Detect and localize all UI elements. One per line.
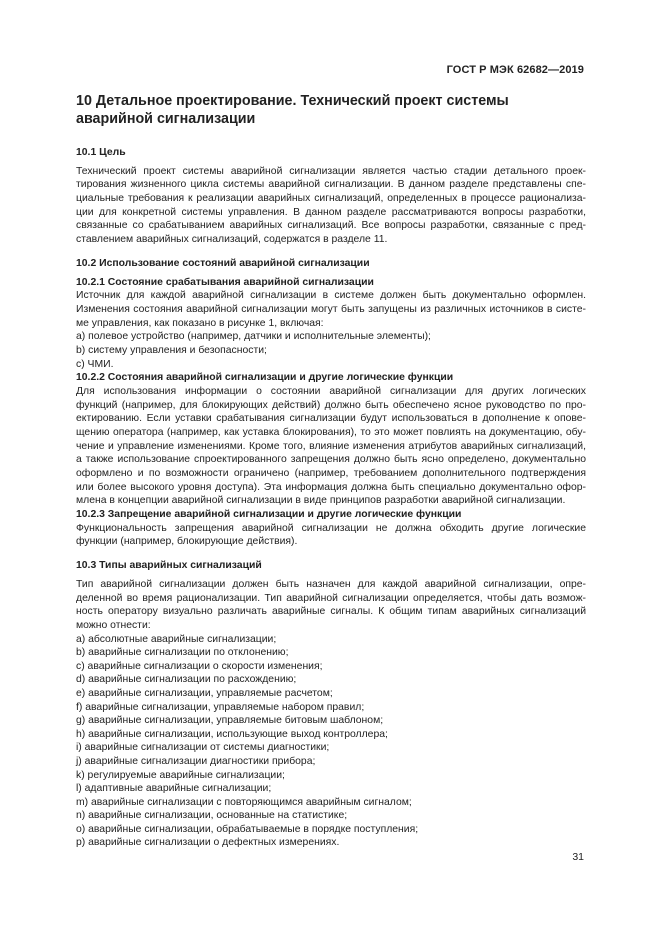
text-line: чение и управление изменениями. Кроме того, влияние изменения атрибутов аварийных сигнализаций, [76,440,586,452]
list-item: р) аварийные сигнализации о дефектных измерениях. [76,837,340,849]
list-item: о) аварийные сигнализации, обрабатываемые в порядке поступления; [76,823,419,835]
text-line: ектированию. Если уставки срабатывания сигнализации будут использоваться в дополнение к опове- [76,413,586,425]
text-line: Изменения состояния аварийной сигнализации могут быть запущены из различных источников в систе- [76,303,586,315]
subsection-10-2-2-title: 10.2.2 Состояния аварийной сигнализации и другие логические функции [76,372,454,384]
text-line: оформлено и по возможности ограничено (например, требованием дополнительного подтверждения [76,467,586,479]
subsection-10-3-body [76,578,586,633]
subsection-10-1-body [76,165,586,247]
list-item: f) аварийные сигнализации, управляемые набором правил; [76,701,365,713]
list-item: n) аварийные сигнализации, основанные на статистике; [76,810,348,822]
text-line: циальные требования к реализации аварийных сигнализаций, определенных в процессе рационализа- [76,193,586,205]
subsection-10-3-list [76,633,586,851]
list-item: b) аварийные сигнализации по отклонению; [76,647,289,659]
list-item: b) систему управления и безопасности; [76,344,267,356]
list-item: d) аварийные сигнализации по расхождению; [76,674,297,686]
subsection-10-3-title: 10.3 Типы аварийных сигнализаций [76,560,262,572]
text-line: ции для конкретной системы управления. В данном разделе рассматриваются вопросы разработки, [76,206,586,218]
text-line: тирования жизненного цикла системы аварийной сигнализации. В данном разделе представлены спе- [76,179,586,191]
text-line: можно отнести: [76,619,151,631]
subsection-10-2-2-body [76,385,586,508]
standard-designation: ГОСТ Р МЭК 62682—2019 [446,64,584,76]
subsection-10-2-1-title: 10.2.1 Состояние срабатывания аварийной сигнализации [76,276,374,288]
list-item: h) аварийные сигнализации, использующие выход контроллера; [76,728,388,740]
section-title: 10 Детальное проектирование. Технический проект системы аварийной сигнализации [76,93,509,127]
text-line: или более высокого уровня доступа). Эта информация должна быть специально документально офор- [76,481,586,493]
subsection-10-1-title: 10.1 Цель [76,147,126,158]
text-line: млена в концепции аварийной сигнализации в виде принципов разработки аварийной сигнализации. [76,495,566,507]
text-line: Источник для каждой аварийной сигнализации в системе должен быть документально оформлен. [76,290,586,302]
list-item: g) аварийные сигнализации, управляемые битовым шаблоном; [76,715,384,727]
text-line: Технический проект системы аварийной сигнализации является частью стадии детального проек- [76,165,586,177]
list-item: k) регулируемые аварийные сигнализации; [76,769,285,781]
text-line: функций (например, для блокирующих действий) должно быть обеспечено ясное руководство по про- [76,399,586,411]
subsection-10-2-1-body [76,289,586,330]
text-line: Функциональность запрещения аварийной сигнализации не должна обходить другие логические [76,522,586,534]
subsection-10-2-3-body [76,522,586,549]
text-line: деленной во время рационализации. Тип аварийной сигнализации определяется, чтобы дать возмож- [76,592,586,604]
subsection-10-2-1-list [76,330,586,371]
list-item: j) аварийные сигнализации диагностики прибора; [76,755,316,767]
list-item: с) аварийные сигнализации о скорости изменения; [76,660,323,672]
text-line: связанные со срабатыванием аварийных сигнализаций. Все вопросы разработки, связанные с пред- [76,220,586,232]
text-line: ность оператору визуально различать аварийные сигналы. К общим типам аварийных сигнализаций [76,606,586,618]
list-item: с) ЧМИ. [76,358,114,370]
text-line: Тип аварийной сигнализации должен быть назначен для каждой аварийной сигнализации, опре- [76,578,586,590]
list-item: l) адаптивные аварийные сигнализации; [76,783,272,795]
text-line: щению оператора (например, как уставка блокирования), то это может повлиять на документацию, обу- [76,426,586,438]
text-line: а также использование спроектированного запрещения должно быть ясно определено, документально [76,454,586,466]
list-item: а) полевое устройство (например, датчики и исполнительные элементы); [76,331,431,343]
subsection-10-2-3-title: 10.2.3 Запрещение аварийной сигнализации и другие логические функции [76,509,462,521]
list-item: m) аварийные сигнализации с повторяющимся аварийным сигналом; [76,796,412,808]
page-content [76,92,586,850]
page-number: 31 [572,851,584,863]
list-item: i) аварийные сигнализации от системы диагностики; [76,742,330,754]
list-item: а) абсолютные аварийные сигнализации; [76,633,277,645]
list-item: е) аварийные сигнализации, управляемые расчетом; [76,687,333,699]
text-line: ме управления, как показано в рисунке 1, включая: [76,317,324,329]
text-line: функции (например, блокирующие действия). [76,536,298,548]
text-line: ставлением аварийных сигнализаций, содержатся в разделе 11. [76,234,388,246]
text-line: Для использования информации о состоянии аварийной сигнализации для других логических [76,385,586,397]
subsection-10-2-title: 10.2 Использование состояний аварийной сигнализации [76,257,370,269]
